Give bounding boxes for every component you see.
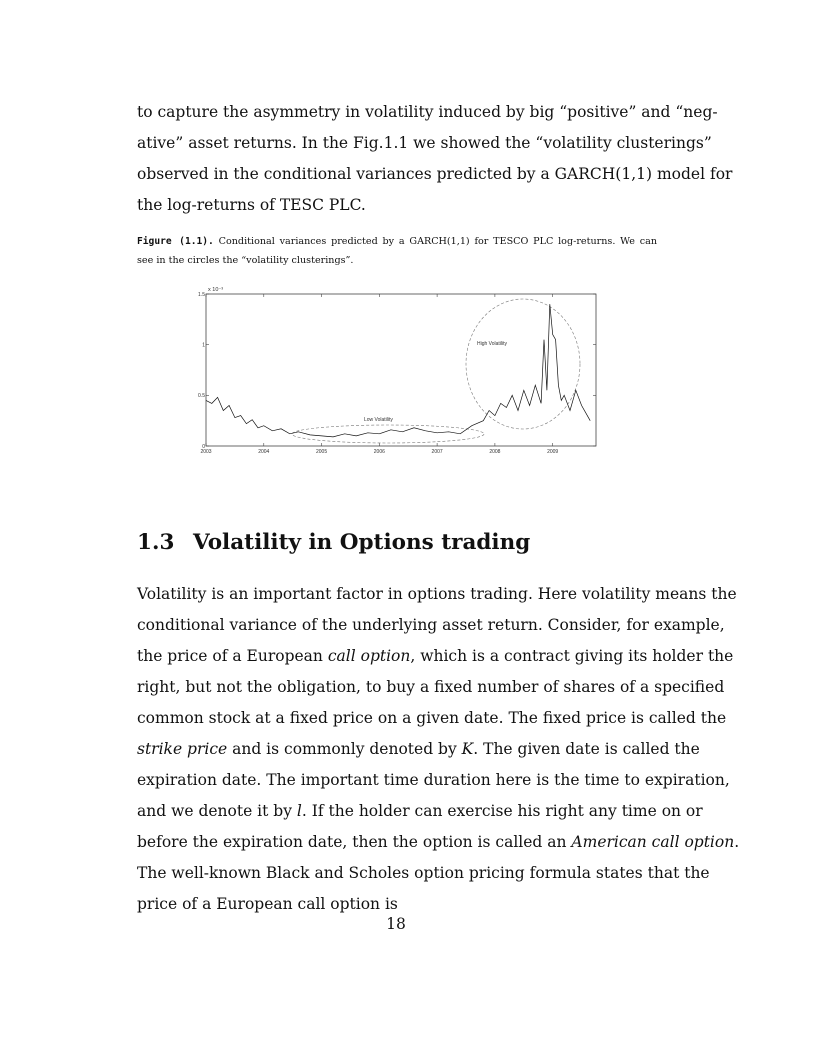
x-tick-label: 2006 bbox=[373, 449, 385, 455]
body-line-3 bbox=[137, 641, 734, 672]
x-tick-label: 2007 bbox=[431, 449, 443, 455]
caption-line-1 bbox=[137, 232, 657, 251]
body-line-10: The well-known Black and Scholes option pricing formula states that the bbox=[137, 864, 710, 882]
math-variable-l: l bbox=[296, 802, 302, 820]
low-volatility-ellipse bbox=[292, 425, 484, 443]
section-number: 1.3 bbox=[137, 530, 175, 555]
intro-line-2: ative” asset returns. In the Fig.1.1 we showed the “volatility clusterings” bbox=[137, 134, 712, 152]
x-tick-label: 2005 bbox=[315, 449, 328, 455]
exponent-label: x 10⁻³ bbox=[208, 287, 224, 293]
body-text: . If the holder can exercise his right any time on or bbox=[301, 802, 703, 820]
intro-line-4: the log-returns of TESC PLC. bbox=[137, 196, 366, 214]
section-heading bbox=[137, 530, 530, 555]
body-line-9 bbox=[137, 827, 740, 858]
y-tick-label: 0.5 bbox=[198, 393, 205, 400]
y-tick-label: 1 bbox=[202, 342, 205, 349]
volatility-chart bbox=[196, 284, 604, 456]
page-number: 18 bbox=[386, 915, 406, 933]
variance-series-line bbox=[206, 304, 590, 437]
caption-text-1: Conditional variances predicted by a GARCH(1,1) for TESCO PLC log-returns. We can bbox=[218, 236, 657, 247]
low-volatility-label: Low Volatility bbox=[364, 417, 393, 423]
body-line-4: right, but not the obligation, to buy a fixed number of shares of a specified bbox=[137, 678, 725, 696]
body-line-11: price of a European call option is bbox=[137, 895, 398, 913]
figure-caption bbox=[137, 232, 657, 270]
x-tick-label: 2004 bbox=[258, 449, 270, 455]
x-tick-label: 2008 bbox=[489, 449, 501, 455]
body-line-5: common stock at a fixed price on a given date. The fixed price is called the bbox=[137, 709, 727, 727]
x-tick-label: 2003 bbox=[200, 449, 212, 455]
intro-paragraph bbox=[137, 97, 733, 221]
intro-line-1: to capture the asymmetry in volatility induced by big “positive” and “neg- bbox=[137, 103, 718, 121]
y-tick-label: 0 bbox=[202, 443, 205, 450]
section-title: Volatility in Options trading bbox=[193, 530, 531, 555]
emphasis-strike-price: strike price bbox=[137, 740, 228, 758]
body-text: and we denote it by bbox=[137, 802, 297, 820]
emphasis-call-option: call option bbox=[327, 647, 411, 665]
plot-frame bbox=[206, 294, 596, 446]
x-tick-label: 2009 bbox=[547, 449, 559, 455]
body-line-1: Volatility is an important factor in options trading. Here volatility means the bbox=[137, 585, 737, 603]
body-line-6 bbox=[137, 734, 700, 765]
y-axis bbox=[198, 292, 596, 450]
body-text: before the expiration date, then the option is called an bbox=[137, 833, 572, 851]
caption-line-2: see in the circles the “volatility clusterings”. bbox=[137, 255, 354, 266]
y-tick-label: 1.5 bbox=[198, 291, 205, 298]
body-text: the price of a European bbox=[137, 647, 328, 665]
intro-line-3: observed in the conditional variances predicted by a GARCH(1,1) model for bbox=[137, 165, 733, 183]
caption-label: Figure (1.1). bbox=[137, 236, 214, 247]
body-line-2: conditional variance of the underlying asset return. Consider, for example, bbox=[137, 616, 725, 634]
body-paragraph bbox=[137, 579, 740, 920]
high-volatility-circle bbox=[466, 299, 580, 429]
body-text: . The given date is called the bbox=[473, 740, 700, 758]
chart-svg bbox=[196, 284, 604, 456]
high-volatility-label: High Volatility bbox=[477, 341, 508, 347]
body-text: and is commonly denoted by bbox=[227, 740, 462, 758]
emphasis-american-call-option: American call option bbox=[571, 833, 735, 851]
body-text: , which is a contract giving its holder the bbox=[410, 647, 734, 665]
body-text: . bbox=[734, 833, 740, 851]
body-line-8 bbox=[137, 796, 703, 827]
math-variable-k: K bbox=[461, 740, 474, 758]
body-line-7: expiration date. The important time duration here is the time to expiration, bbox=[137, 771, 730, 789]
